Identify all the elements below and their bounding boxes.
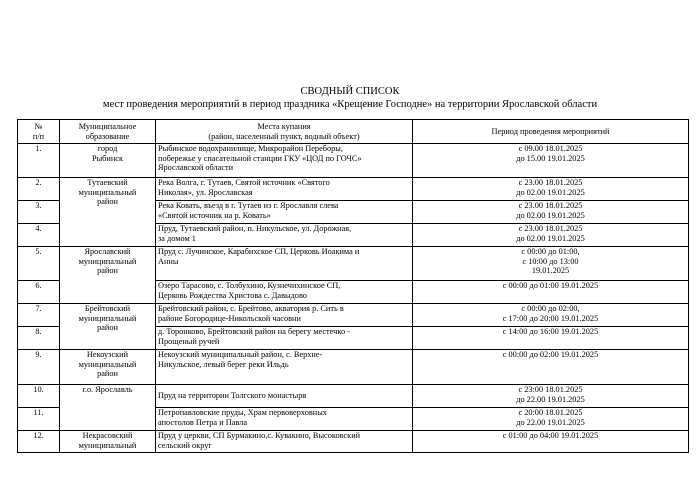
period-text: с 17:00 до 20:00 19.01.2025 [502, 313, 599, 323]
period-cell [413, 201, 689, 224]
period-text: с 23:00 18.01.2025 [518, 385, 583, 394]
place-cell [156, 350, 413, 385]
municipal-cell [60, 304, 156, 350]
header-text: Места купания [257, 121, 311, 131]
period-text: до 02.00 19.01.2025 [516, 187, 585, 197]
municipal-text: Рыбинск [91, 153, 123, 163]
period-cell [413, 304, 689, 327]
period-text: с 01:00 до 04:00 19.01.2025 [502, 431, 599, 440]
row-number: 1. [18, 144, 60, 178]
place-text: Ярославской области [158, 163, 234, 173]
municipal-text: Некоузский [86, 350, 129, 359]
place-text: д. Торонково, Брейтовский район на берегу местечко - [158, 327, 350, 336]
period-text: до 02.00 19.01.2025 [516, 233, 585, 243]
row-number: 4. [18, 224, 60, 247]
place-cell [156, 408, 413, 431]
municipal-cell [60, 178, 156, 247]
place-text: за домом 1 [158, 233, 196, 243]
place-text: Николая», ул. Ярославская [158, 187, 253, 197]
period-cell [413, 281, 689, 304]
municipal-text: г.о. Ярославль [82, 385, 133, 394]
row-number: 6. [18, 281, 60, 304]
place-text: апостолов Петра и Павла [158, 417, 248, 427]
place-text: Рыбинское водохранилище, Микрорайон Переборы, [158, 144, 343, 153]
place-text: Никульское, левый берег реки Ильдь [158, 359, 289, 369]
document-title: СВОДНЫЙ СПИСОК [300, 86, 400, 97]
place-text: Пруд, Тутаевский район, п. Никульское, ул. Дорожная, [158, 224, 352, 233]
events-table [17, 119, 689, 453]
header-text: № [34, 121, 43, 131]
place-text: Пруд у церкви, СП Бурмакино,с. Кувакино, Высоковский [158, 431, 361, 440]
municipal-text: Ярославский [84, 247, 131, 256]
municipal-cell [60, 247, 156, 304]
period-text: с 23.00 18.01.2025 [518, 178, 583, 187]
municipal-cell [60, 144, 156, 178]
municipal-text: Некрасовский [82, 431, 133, 440]
table-row [18, 178, 689, 201]
header-num [18, 120, 60, 144]
row-number: 8. [18, 327, 60, 350]
period-text: до 02.00 19.01.2025 [516, 210, 585, 220]
municipal-text: район [97, 323, 118, 333]
document-subtitle: мест проведения мероприятий в период праздника «Крещение Господне» на территории Ярославской области [102, 99, 598, 110]
municipal-text: муниципальный [78, 256, 137, 266]
period-text: с 23.00 18.01.2025 [518, 224, 583, 233]
header-text: Муниципальное [78, 121, 137, 131]
municipal-text: район [97, 369, 118, 379]
period-cell [413, 350, 689, 385]
municipal-text: муниципальный [78, 187, 137, 197]
table-row [18, 385, 689, 408]
place-text: «Святой источник на р. Ковать» [158, 210, 271, 220]
row-number: 5. [18, 247, 60, 281]
period-cell [413, 408, 689, 431]
row-number: 7. [18, 304, 60, 327]
place-text: Пруд на территории Толгского монастыря [158, 391, 307, 401]
municipal-text: муниципальный [78, 359, 137, 369]
period-cell [413, 178, 689, 201]
period-cell [413, 327, 689, 350]
place-cell [156, 178, 413, 201]
municipal-cell [60, 350, 156, 385]
place-text: Некоузский муниципальный район, с. Верхне- [158, 350, 323, 359]
period-text: 19.01.2025 [531, 266, 570, 276]
header-text: п/п [32, 131, 45, 141]
place-text: Анны [158, 256, 179, 266]
period-text: с 20:00 18.01.2025 [518, 408, 583, 417]
table-row [18, 431, 689, 453]
header-text: (район, населенный пункт, водный объект) [208, 131, 360, 141]
municipal-cell [60, 385, 156, 431]
municipal-text: Тутаевский [87, 178, 128, 187]
table-row [18, 247, 689, 281]
period-text: с 23.00 18.01.2025 [518, 201, 583, 210]
table-row [18, 144, 689, 178]
municipal-cell [60, 431, 156, 453]
municipal-text: район [97, 197, 118, 207]
period-text: с 00:00 до 02:00 19.01.2025 [502, 350, 599, 359]
period-cell [413, 144, 689, 178]
place-text: сельский округ [158, 440, 212, 450]
period-text: с 09.00 18.01.2025 [518, 144, 583, 153]
period-text: с 00:00 до 01:00 19.01.2025 [502, 281, 599, 290]
header-text: образование [85, 131, 130, 141]
place-cell [156, 224, 413, 247]
place-text: районе Богородице-Никольской часовни [158, 313, 301, 323]
place-cell [156, 431, 413, 453]
row-number: 9. [18, 350, 60, 385]
period-text: с 14:00 до 16:00 19.01.2025 [502, 327, 599, 336]
place-text: Брейтовский район, с. Брейтово, акватория р. Сить в [158, 304, 344, 313]
period-cell [413, 247, 689, 281]
place-cell [156, 385, 413, 408]
municipal-text: район [97, 266, 118, 276]
row-number: 11. [18, 408, 60, 431]
place-cell [156, 281, 413, 304]
header-place [156, 120, 413, 144]
place-text: Озеро Тарасово, с. Толбухино, Кузнечихинское СП, [158, 281, 341, 290]
period-text: до 15.00 19.01.2025 [516, 153, 585, 163]
period-text: с 10:00 до 13:00 [522, 256, 579, 266]
place-cell [156, 247, 413, 281]
period-cell [413, 385, 689, 408]
place-text: Пруд с. Лучинское, Карабихское СП, Церковь Иоакима и [158, 247, 360, 256]
period-text: с 00:00 до 02:00, [521, 304, 580, 313]
municipal-text: Брейтовский [84, 304, 131, 313]
place-text: Прощеный ручей [158, 336, 220, 346]
table-row [18, 350, 689, 385]
period-text: до 22.00 19.01.2025 [516, 394, 585, 404]
place-cell [156, 201, 413, 224]
period-cell [413, 431, 689, 453]
place-text: Петропавловские пруды, Храм первоверховных [158, 408, 327, 417]
row-number: 2. [18, 178, 60, 201]
header-municipal [60, 120, 156, 144]
table-row [18, 304, 689, 327]
period-text: до 22.00 19.01.2025 [516, 417, 585, 427]
row-number: 10. [18, 385, 60, 408]
place-text: Река Волга, г. Тутаев, Святой источник «Святого [158, 178, 330, 187]
place-text: Церковь Рождества Христова с. Давыдово [158, 290, 307, 300]
place-text: Река Ковать, въезд в г. Тутаев из г. Ярославля слева [158, 201, 339, 210]
period-cell [413, 224, 689, 247]
place-cell [156, 304, 413, 327]
municipal-text: муниципальный [78, 313, 137, 323]
municipal-text: город [97, 144, 118, 153]
header-text: Период проведения мероприятий [491, 126, 610, 136]
row-number: 12. [18, 431, 60, 453]
place-cell [156, 144, 413, 178]
municipal-text: муниципальный [78, 440, 137, 450]
place-cell [156, 327, 413, 350]
place-text: побережье у спасательной станции ГКУ «ЦОД по ГОЧС» [158, 153, 362, 163]
header-period [413, 120, 689, 144]
period-text: с 00:00 до 01:00, [521, 247, 580, 256]
row-number: 3. [18, 201, 60, 224]
table-header-row [18, 120, 689, 144]
